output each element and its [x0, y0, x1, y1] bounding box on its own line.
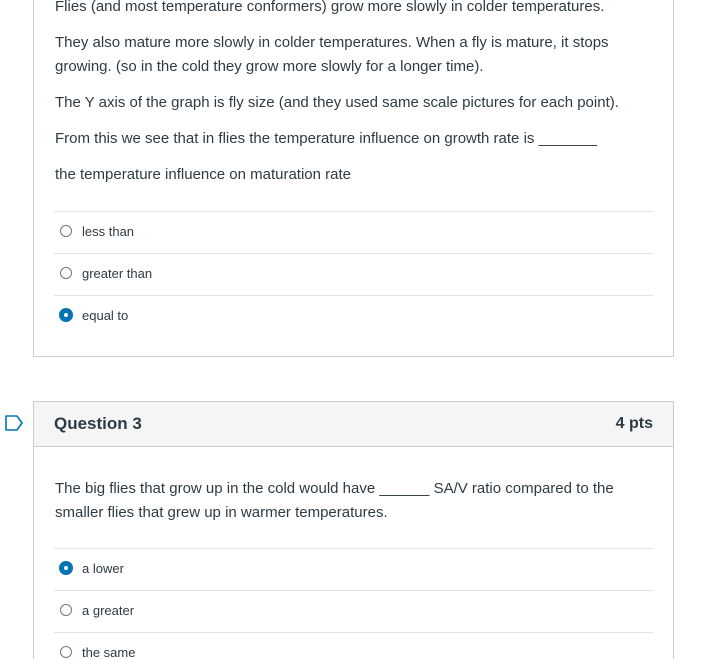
question-2-paragraph-4: From this we see that in flies the temperature influence on growth rate is _______ — [55, 130, 597, 147]
question-title: Question 3 — [54, 414, 142, 433]
question-points: 4 pts — [615, 415, 653, 432]
question-2-card — [33, 0, 674, 357]
answer-label: the same — [82, 645, 136, 659]
radio-button-selected[interactable] — [59, 308, 73, 322]
radio-button[interactable] — [60, 225, 72, 237]
flag-question-icon[interactable] — [5, 415, 23, 431]
answer-label: a greater — [82, 603, 135, 618]
answer-option[interactable] — [54, 295, 653, 337]
answer-label: less than — [82, 224, 135, 239]
radio-button[interactable] — [60, 267, 72, 279]
question-2-answers — [54, 211, 653, 337]
question-3-answers — [54, 548, 653, 659]
question-2-paragraph-1: Flies (and most temperature conformers) grow more slowly in colder temperatures. — [55, 0, 605, 15]
question-2-paragraph-3: The Y axis of the graph is fly size (and they used same scale pictures for each point). — [55, 94, 619, 111]
radio-button-selected[interactable] — [59, 561, 73, 575]
answer-option[interactable] — [54, 253, 653, 295]
answer-option[interactable] — [54, 548, 653, 590]
question-3-text: The big flies that grow up in the cold would have ______ SA/V ratio compared to the smaller flies that grew up in warmer temperatures. — [55, 480, 614, 521]
answer-option[interactable] — [54, 632, 653, 659]
question-2-paragraph-2: They also mature more slowly in colder temperatures. When a fly is mature, it stops growing. (so in the cold they grow more slowly for a longer time). — [55, 34, 609, 75]
answer-label: greater than — [82, 266, 153, 281]
answer-option[interactable] — [54, 590, 653, 632]
answer-option[interactable] — [54, 211, 653, 253]
answer-label: equal to — [82, 308, 129, 323]
question-3-card — [33, 401, 674, 659]
radio-button[interactable] — [60, 604, 72, 616]
question-2-paragraph-5: the temperature influence on maturation rate — [55, 166, 352, 183]
answer-label: a lower — [82, 561, 124, 576]
radio-button[interactable] — [60, 646, 72, 658]
question-3-header — [34, 402, 673, 447]
